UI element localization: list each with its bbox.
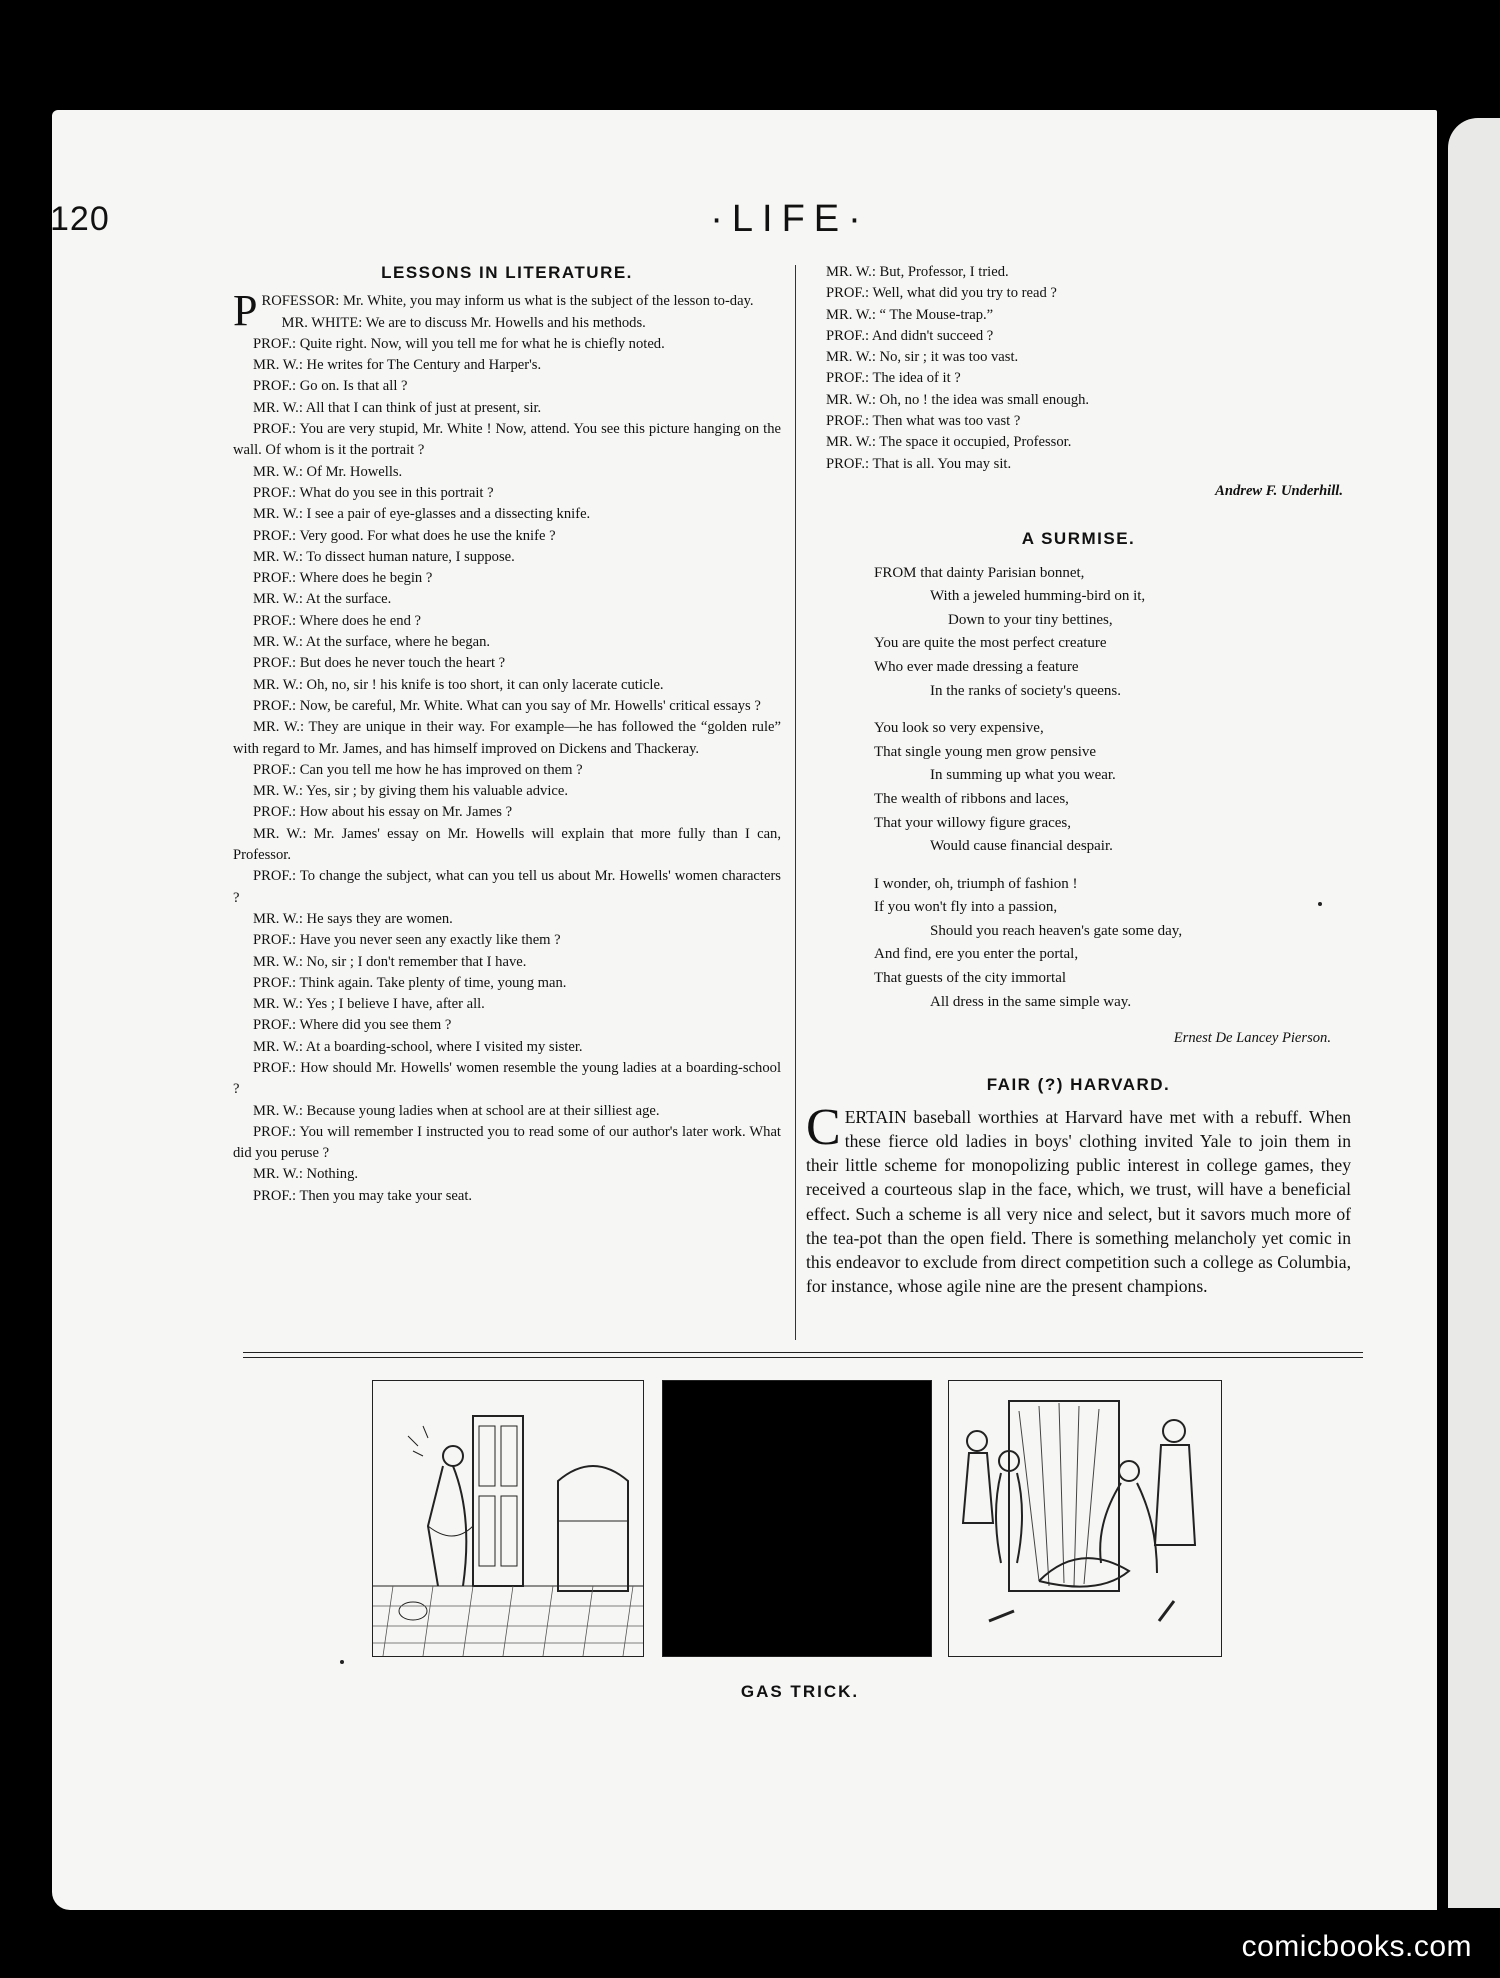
speaker-name: PROF.	[826, 285, 865, 302]
dialogue-line	[806, 283, 1351, 304]
speaker-name: PROF.	[253, 804, 292, 821]
speaker-name: MR. W.	[826, 349, 872, 366]
speaker-name: MR. W.	[826, 306, 872, 323]
speech-text: : Of Mr. Howells.	[298, 463, 403, 480]
speech-text: : They are unique in their way. For example—he has followed the “golden rule” with regard to Mr. James, and has himself improved on Dickens and Thackeray.	[233, 719, 781, 757]
speech-text: : Nothing.	[298, 1166, 359, 1183]
poem-line: Down to your tiny bettines,	[948, 611, 1113, 628]
dialogue-line	[233, 1164, 781, 1185]
harvard-title: FAIR (?) HARVARD.	[986, 1074, 1171, 1094]
speech-text: : And didn't succeed ?	[865, 327, 994, 344]
dialogue-line	[233, 1037, 781, 1058]
speaker-name: PROF.	[253, 1059, 292, 1076]
speaker-name: PROF.	[253, 612, 292, 629]
cartoon-panel-left	[372, 1380, 644, 1657]
speech-text: : Now, be careful, Mr. White. What can you say of Mr. Howells' critical essays ?	[292, 697, 761, 714]
speech-text: : You will remember I instructed you to read some of our author's later work. What did you peruse ?	[233, 1123, 781, 1162]
dialogue-line	[233, 547, 781, 568]
speech-text: : All that I can think of just at present, sir.	[298, 399, 542, 416]
speaker-name: PROF.	[253, 335, 292, 352]
speech-text: : At the surface, where he began.	[298, 634, 491, 651]
speech-text: : Because young ladies when at school are at their silliest age.	[298, 1102, 660, 1119]
cartoon-caption: GAS TRICK.	[740, 1682, 860, 1701]
cartoon-panel-dark	[662, 1380, 932, 1657]
speech-text: : Oh, no, sir ! his knife is too short, it can only lacerate cuticle.	[298, 676, 664, 693]
dialogue-line	[233, 589, 781, 610]
poem-line: In summing up what you wear.	[930, 767, 1116, 784]
dialogue-line	[806, 390, 1351, 411]
dialogue-line	[806, 368, 1351, 389]
column-divider	[795, 265, 796, 1340]
speaker-name: ROFESSOR	[261, 293, 336, 310]
speaker-name: MR. W.	[253, 825, 303, 842]
speech-text: : He writes for The Century and Harper's.	[298, 357, 542, 374]
dialogue-line	[233, 675, 781, 696]
dialogue-line	[233, 398, 781, 419]
poem-line: That your willowy figure graces,	[874, 814, 1072, 831]
speech-text: : Very good. For what does he use the knife ?	[292, 527, 556, 544]
poem-line: With a jeweled humming-bird on it,	[930, 588, 1146, 605]
speaker-name: PROF.	[253, 1017, 292, 1034]
speaker-name: PROF.	[253, 868, 292, 885]
poem-line: You look so very expensive,	[874, 720, 1044, 737]
dialogue-line	[233, 376, 781, 397]
speech-text: : Where does he begin ?	[292, 570, 433, 587]
right-column	[806, 262, 1351, 1298]
dialogue-line	[233, 952, 781, 973]
dialogue-line	[233, 781, 781, 802]
speech-text: : Yes, sir ; by giving them his valuable advice.	[298, 783, 568, 800]
dialogue-line	[233, 930, 781, 951]
speech-text: : Mr. James' essay on Mr. Howells will explain that more fully than I can, Professor.	[233, 825, 782, 864]
speech-text: : What do you see in this portrait ?	[292, 484, 494, 501]
speaker-name: MR. W.	[826, 434, 872, 451]
speech-text: : Have you never seen any exactly like them ?	[292, 932, 561, 949]
speaker-name: PROF.	[253, 932, 292, 949]
dialogue-line	[233, 653, 781, 674]
lessons-column	[233, 262, 781, 1207]
dialogue-line	[233, 1015, 781, 1036]
speaker-name: MR. W.	[826, 391, 872, 408]
dialogue-line	[233, 419, 781, 462]
poem-stanza	[874, 562, 1351, 704]
dialogue-line	[233, 824, 781, 867]
speaker-name: PROF.	[826, 370, 865, 387]
surmise-title: A SURMISE.	[1021, 529, 1136, 549]
speaker-name: PROF.	[253, 421, 292, 438]
speaker-name: MR. W.	[253, 676, 299, 693]
speaker-name: MR. W.	[253, 634, 299, 651]
speaker-name: PROF.	[253, 527, 292, 544]
print-speck	[1318, 902, 1322, 906]
speaker-name: PROF.	[826, 455, 865, 472]
speech-text: : How should Mr. Howells' women resemble the young ladies at a boarding-school ?	[233, 1059, 781, 1098]
print-speck	[340, 1660, 344, 1664]
cartoon-bedroom-illustration	[373, 1381, 643, 1656]
speech-text: : Quite right. Now, will you tell me for what he is chiefly noted.	[292, 335, 665, 352]
dialogue-line	[233, 1186, 781, 1207]
speech-text: : Oh, no ! the idea was small enough.	[871, 391, 1090, 408]
cartoon-panel-right	[948, 1380, 1222, 1657]
speech-text: : Go on. Is that all ?	[292, 378, 408, 395]
speaker-name: MR. W.	[253, 1166, 299, 1183]
speaker-name: PROF.	[826, 413, 865, 430]
speech-text: : To dissect human nature, I suppose.	[298, 548, 515, 565]
speaker-name: PROF.	[253, 1187, 292, 1204]
lessons-dialogue	[233, 286, 782, 1207]
facing-page-edge	[1448, 118, 1500, 1908]
speaker-name: MR. W.	[253, 1102, 299, 1119]
surmise-signature: Ernest De Lancey Pierson.	[1173, 1030, 1331, 1047]
poem-line: You are quite the most perfect creature	[874, 635, 1107, 652]
page-number: 120	[50, 200, 110, 238]
speaker-name: PROF.	[253, 570, 292, 587]
speaker-name: PROF.	[253, 378, 292, 395]
speaker-name: MR. W.	[253, 463, 299, 480]
site-watermark: comicbooks.com	[1241, 1930, 1472, 1963]
dialogue-line	[233, 568, 781, 589]
dialogue-line	[806, 454, 1351, 475]
cartoon-rescue-illustration	[949, 1381, 1221, 1656]
harvard-article	[806, 1098, 1351, 1299]
speech-text: : Think again. Take plenty of time, young man.	[292, 974, 567, 991]
speech-text: : Can you tell me how he has improved on them ?	[292, 761, 583, 778]
poem-line: And find, ere you enter the portal,	[874, 946, 1079, 963]
speaker-name: PROF.	[253, 1123, 292, 1140]
speech-text: : Then what was too vast ?	[865, 413, 1021, 430]
speech-text: : Then you may take your seat.	[292, 1187, 473, 1204]
speech-text: : He says they are women.	[298, 910, 453, 927]
speaker-name: MR. W.	[253, 357, 299, 374]
dialogue-line	[233, 802, 781, 823]
speech-text: : You are very stupid, Mr. White ! Now, attend. You see this picture hanging on the wall. Of whom is it the portrait ?	[233, 421, 781, 459]
speaker-name: PROF.	[253, 761, 292, 778]
drop-cap: C	[806, 1098, 841, 1156]
speaker-name: PROF.	[253, 655, 292, 672]
poem-line: Who ever made dressing a feature	[874, 658, 1079, 675]
speech-text: : The space it occupied, Professor.	[871, 434, 1072, 451]
poem-stanza	[874, 873, 1351, 1015]
dialogue-line	[233, 526, 781, 547]
speaker-name: PROF.	[253, 697, 292, 714]
speech-text: : Mr. White, you may inform us what is the subject of the lesson to-day.	[335, 293, 754, 310]
speaker-name: MR. WHITE	[281, 314, 359, 331]
poem-stanza	[874, 717, 1351, 859]
poem-line: Should you reach heaven's gate some day,	[930, 922, 1183, 939]
dialogue-line	[233, 994, 781, 1015]
speech-text: : To change the subject, what can you tell us about Mr. Howells' women characters ?	[233, 868, 781, 906]
speaker-name: MR. W.	[253, 719, 300, 736]
speech-text: : At the surface.	[298, 591, 392, 608]
dialogue-line	[233, 504, 781, 525]
speech-text: : Well, what did you try to read ?	[865, 285, 1057, 302]
speech-text: : But does he never touch the heart ?	[292, 655, 506, 672]
speech-text: : We are to discuss Mr. Howells and his methods.	[358, 314, 646, 331]
speech-text: : The idea of it ?	[865, 370, 961, 387]
poem-line: All dress in the same simple way.	[930, 993, 1132, 1010]
dialogue-line	[233, 760, 781, 781]
speaker-name: MR. W.	[253, 506, 299, 523]
speaker-name: PROF.	[253, 974, 292, 991]
speaker-name: MR. W.	[253, 953, 299, 970]
dialogue-line	[233, 334, 781, 355]
speech-text: : Yes ; I believe I have, after all.	[298, 996, 485, 1013]
poem-line: Would cause financial despair.	[930, 838, 1113, 855]
speaker-name: MR. W.	[253, 1038, 299, 1055]
poem-line: That single young men grow pensive	[874, 743, 1097, 760]
poem-line: The wealth of ribbons and laces,	[874, 790, 1069, 807]
speech-text: : That is all. You may sit.	[865, 455, 1012, 472]
dialogue-line	[233, 313, 781, 334]
lessons-dialogue-continued	[806, 262, 1351, 475]
speech-text: : I see a pair of eye-glasses and a dissecting knife.	[298, 506, 591, 523]
speech-text: : At a boarding-school, where I visited my sister.	[298, 1038, 583, 1055]
speaker-name: MR. W.	[253, 591, 299, 608]
surmise-poem	[874, 562, 1351, 1015]
speech-text: : Where does he end ?	[292, 612, 421, 629]
dialogue-line	[233, 909, 781, 930]
drop-cap: P	[233, 286, 258, 336]
dialogue-line	[806, 432, 1351, 453]
poem-line: FROM that dainty Parisian bonnet,	[874, 564, 1085, 581]
speech-text: : Where did you see them ?	[292, 1017, 452, 1034]
speech-text: : “ The Mouse-trap.”	[871, 306, 994, 323]
cartoon-rule	[243, 1352, 1363, 1358]
poem-line: In the ranks of society's queens.	[930, 682, 1121, 699]
dialogue-line	[233, 866, 781, 909]
poem-line: I wonder, oh, triumph of fashion !	[874, 875, 1078, 892]
dialogue-line	[233, 355, 781, 376]
dialogue-line	[806, 347, 1351, 368]
dialogue-line	[806, 305, 1351, 326]
dialogue-line	[806, 262, 1351, 283]
dialogue-line	[233, 462, 781, 483]
speaker-name: MR. W.	[826, 264, 872, 280]
dialogue-line	[233, 632, 781, 653]
dialogue-line	[233, 483, 781, 504]
dialogue-line	[806, 411, 1351, 432]
speech-text: : No, sir ; I don't remember that I have.	[298, 953, 527, 970]
dialogue-line	[233, 1101, 781, 1122]
dialogue-line	[233, 1122, 781, 1165]
dialogue-line	[233, 611, 781, 632]
dialogue-line	[233, 717, 781, 760]
speaker-name: MR. W.	[253, 399, 299, 416]
lessons-title: LESSONS IN LITERATURE.	[381, 263, 633, 282]
dialogue-line	[806, 326, 1351, 347]
speaker-name: PROF.	[253, 484, 292, 501]
speaker-name: PROF.	[826, 327, 865, 344]
speaker-name: MR. W.	[253, 996, 299, 1013]
speaker-name: MR. W.	[253, 548, 299, 565]
dialogue-line	[233, 973, 781, 994]
speech-text: : How about his essay on Mr. James ?	[292, 804, 513, 821]
speaker-name: MR. W.	[253, 910, 299, 927]
poem-line: If you won't fly into a passion,	[874, 899, 1058, 916]
article-text: ERTAIN baseball worthies at Harvard have met with a rebuff. When these fierce old ladies in boys' clothing invited Yale to join them in their little scheme for monopolizing public interest in college games, they received a courteous slap in the face, which, we trust, will have a beneficial effect. Such a scheme is all very nice and select, but it savors much more of the tea-pot than the open field. There is something melancholy yet comic in this endeavor to exclude from direct competition such a college as Columbia, for instance, whose agile nine are the present champions.	[806, 1106, 1351, 1297]
speech-text: : No, sir ; it was too vast.	[871, 349, 1019, 366]
lessons-signature: Andrew F. Underhill.	[1215, 482, 1343, 499]
dialogue-line	[233, 696, 781, 717]
poem-line: That guests of the city immortal	[874, 970, 1067, 987]
speech-text: : But, Professor, I tried.	[871, 264, 1009, 280]
dialogue-line	[233, 1058, 781, 1101]
speaker-name: MR. W.	[253, 783, 299, 800]
masthead-title: ·LIFE·	[710, 198, 870, 240]
